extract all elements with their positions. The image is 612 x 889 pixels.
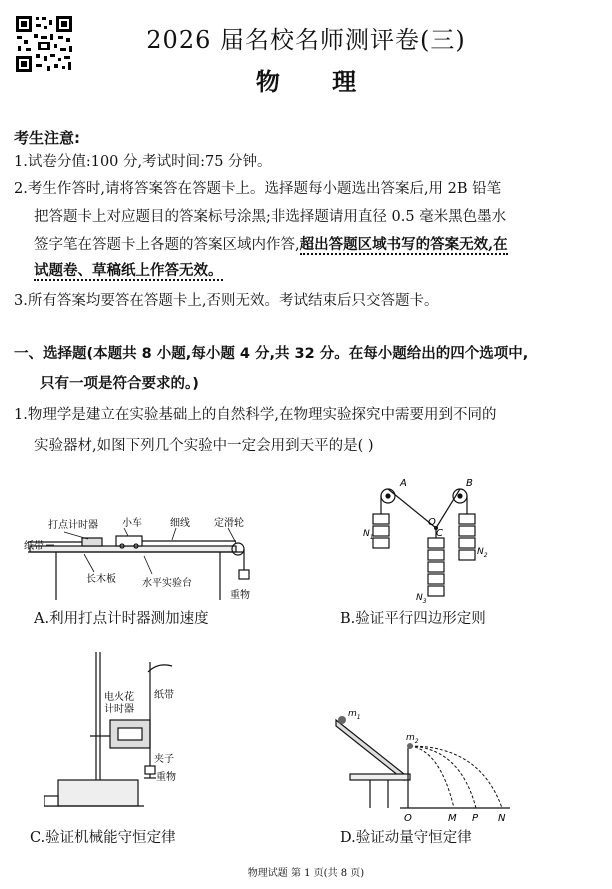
- notice-item-2-cont: 把答题卡上对应题目的答案标号涂黑;非选择题请用直径 0.5 毫米黑色墨水: [34, 209, 507, 225]
- fig-b-label-n3: [416, 593, 427, 605]
- fig-b-label-c: C: [436, 528, 443, 539]
- fig-b-n3-letter: N: [416, 593, 423, 603]
- notice-item-2-cont3: [34, 258, 223, 284]
- fig-b-label-n2: [477, 547, 488, 559]
- section-heading-cont: 只有一项是符合要求的。): [40, 376, 199, 392]
- question-1-stem-cont: 实验器材,如图下列几个实验中一定会用到天平的是( ): [34, 438, 374, 454]
- fig-b-n3-sub: 3: [422, 598, 427, 605]
- fig-a-label-string: 细线: [170, 518, 190, 529]
- figure-a-diagram: [24, 512, 264, 604]
- fig-d-label-m2: [406, 733, 419, 745]
- figure-c-diagram: [44, 648, 184, 824]
- figure-b-diagram: [360, 478, 500, 606]
- fig-b-n2-sub: 2: [483, 552, 488, 559]
- figure-b-caption: B.验证平行四边形定则: [340, 611, 486, 627]
- fig-d-m1-letter: m: [348, 709, 357, 719]
- page-footer: 物理试题 第 1 页(共 8 页): [247, 868, 365, 879]
- figure-a-caption: A.利用打点计时器测加速度: [34, 611, 209, 627]
- question-1-stem: 1.物理学是建立在实验基础上的自然科学,在物理实验探究中需要用到不同的: [14, 407, 497, 423]
- notice-item-3: 3.所有答案均要答在答题卡上,否则无效。考试结束后只交答题卡。: [14, 293, 439, 309]
- notice-item-1: 1.试卷分值:100 分,考试时间:75 分钟。: [14, 154, 272, 170]
- figure-c-caption: C.验证机械能守恒定律: [30, 830, 176, 846]
- fig-d-label-m: M: [448, 813, 457, 824]
- fig-b-label-n1: [363, 529, 374, 541]
- notice-emphasis: 超出答题区域书写的答案无效,在: [299, 236, 508, 253]
- fig-a-label-cart: 小车: [122, 518, 142, 529]
- fig-b-label-b: B: [466, 478, 473, 489]
- fig-c-label-tape: 纸带: [154, 690, 174, 701]
- fig-d-m1-sub: 1: [356, 714, 361, 721]
- fig-d-ball-m2: [407, 743, 413, 749]
- notice-item-2-cont2: [34, 232, 508, 258]
- fig-c-label-clip: 夹子: [154, 754, 174, 765]
- fig-a-label-table: 水平实验台: [142, 578, 192, 589]
- subject-title: 物 理: [255, 67, 357, 96]
- notice-heading: 考生注意:: [14, 129, 80, 147]
- figure-d-diagram: [330, 700, 520, 826]
- fig-b-n2-letter: N: [477, 547, 484, 557]
- fig-c-label-spark2: 计时器: [104, 704, 134, 715]
- fig-c-label-weight: 重物: [156, 772, 176, 783]
- fig-d-label-p: P: [472, 813, 479, 824]
- fig-b-n1-sub: 1: [369, 534, 374, 541]
- fig-b-label-o: O: [428, 517, 436, 528]
- notice-emphasis-2: 试题卷、草稿纸上作答无效。: [34, 262, 223, 279]
- fig-b-label-a: A: [400, 478, 407, 489]
- fig-a-label-weight: 重物: [230, 590, 250, 601]
- fig-d-ball-m1: [338, 716, 346, 724]
- fig-a-label-tape: 纸带: [24, 541, 44, 552]
- fig-d-label-n: N: [498, 813, 506, 824]
- fig-a-label-timer: 打点计时器: [48, 520, 98, 531]
- fig-c-label-spark1: 电火花: [104, 692, 134, 703]
- fig-d-m2-letter: m: [406, 733, 415, 743]
- section-heading: 一、选择题(本题共 8 小题,每小题 4 分,共 32 分。在每小题给出的四个选项中,: [14, 346, 529, 362]
- fig-b-n1-letter: N: [363, 529, 370, 539]
- notice-item-2: 2.考生作答时,请将答案答在答题卡上。选择题每小题选出答案后,用 2B 铅笔: [14, 181, 502, 197]
- fig-d-label-m1: [348, 709, 361, 721]
- notice-plain: 签字笔在答题卡上各题的答案区域内作答,: [34, 237, 300, 253]
- fig-a-label-board: 长木板: [86, 574, 116, 585]
- figure-d-caption: D.验证动量守恒定律: [340, 830, 472, 846]
- exam-title: 2026 届名校名师测评卷(三): [146, 26, 466, 54]
- fig-d-m2-sub: 2: [414, 738, 419, 745]
- fig-a-label-pulley: 定滑轮: [214, 518, 244, 529]
- fig-d-label-o: O: [404, 813, 412, 824]
